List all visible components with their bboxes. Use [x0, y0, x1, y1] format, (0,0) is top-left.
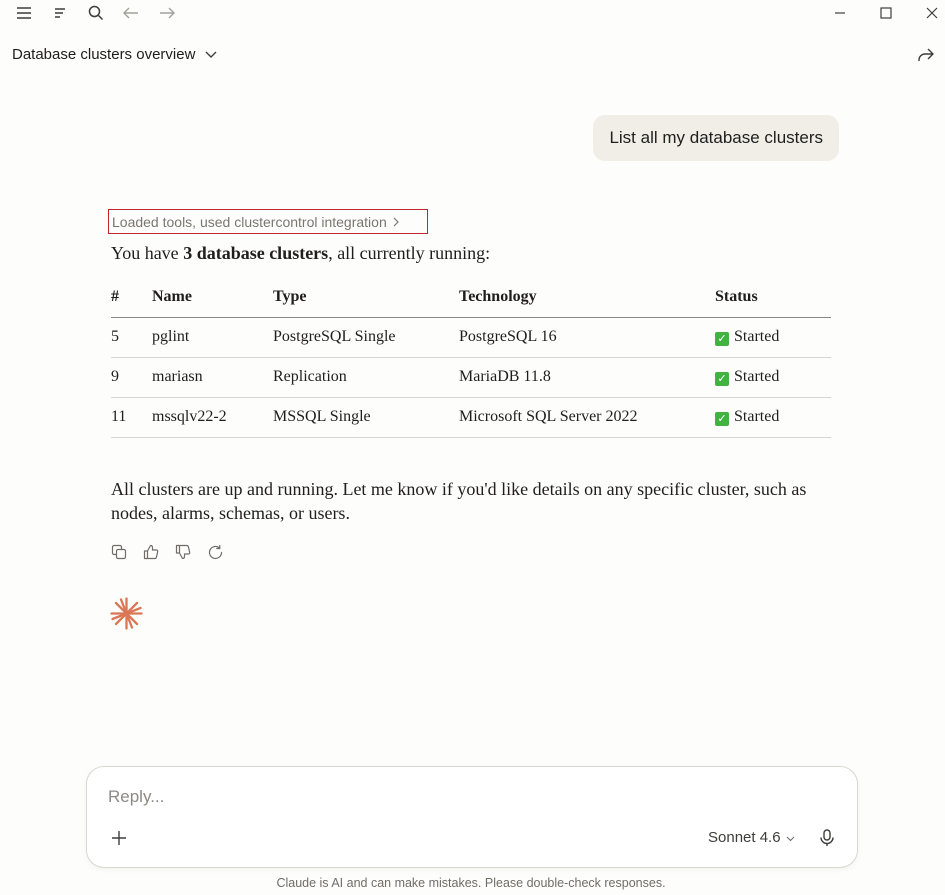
thumbs-down-icon[interactable] [174, 543, 192, 561]
share-icon[interactable] [915, 44, 937, 66]
cell-name: pglint [152, 317, 273, 357]
microphone-icon[interactable] [817, 827, 837, 849]
cell-status [715, 397, 831, 437]
intro-prefix: You have [111, 243, 184, 263]
window-titlebar [0, 0, 945, 27]
model-selector[interactable] [708, 829, 795, 846]
table-row [111, 397, 831, 437]
header-name: Name [152, 277, 273, 317]
tools-summary-toggle[interactable] [108, 209, 428, 234]
cell-name: mssqlv22-2 [152, 397, 273, 437]
header-number: # [111, 277, 152, 317]
back-arrow-icon[interactable] [120, 3, 142, 23]
header-technology: Technology [459, 277, 715, 317]
check-icon: ✓ [715, 412, 729, 426]
chevron-down-icon [786, 829, 795, 846]
cell-technology: PostgreSQL 16 [459, 317, 715, 357]
search-icon[interactable] [85, 3, 107, 23]
cell-number: 11 [111, 397, 152, 437]
check-icon: ✓ [715, 332, 729, 346]
cell-number: 5 [111, 317, 152, 357]
reply-input[interactable] [108, 787, 808, 807]
add-attachment-button[interactable] [109, 828, 129, 848]
cell-number: 9 [111, 357, 152, 397]
plus-icon [111, 830, 127, 846]
assistant-intro [111, 243, 490, 264]
cell-type: PostgreSQL Single [273, 317, 459, 357]
tools-summary-text: Loaded tools, used clustercontrol integration [112, 213, 387, 230]
table-row [111, 357, 831, 397]
check-icon: ✓ [715, 372, 729, 386]
close-icon[interactable] [921, 3, 943, 23]
conversation-title: Database clusters overview [12, 46, 196, 63]
thumbs-up-icon[interactable] [142, 543, 160, 561]
list-icon[interactable] [49, 3, 71, 23]
model-name: Sonnet 4.6 [708, 829, 781, 846]
status-text: Started [734, 328, 780, 345]
cell-status [715, 317, 831, 357]
retry-icon[interactable] [206, 543, 224, 561]
minimize-icon[interactable] [829, 3, 851, 23]
cell-technology: Microsoft SQL Server 2022 [459, 397, 715, 437]
status-text: Started [734, 408, 780, 425]
cell-type: Replication [273, 357, 459, 397]
intro-suffix: , all currently running: [328, 243, 491, 263]
copy-icon[interactable] [110, 543, 128, 561]
chevron-down-icon [205, 46, 217, 63]
claude-spark-icon [110, 597, 143, 630]
maximize-icon[interactable] [875, 3, 897, 23]
cell-type: MSSQL Single [273, 397, 459, 437]
header-status: Status [715, 277, 831, 317]
conversation-header [0, 36, 945, 72]
conversation-title-dropdown[interactable] [12, 46, 217, 63]
assistant-closing: All clusters are up and running. Let me know if you'd like details on any specific cluster, such as nodes, alarms, schemas, or users. [111, 479, 807, 523]
reply-composer [86, 766, 858, 868]
cell-technology: MariaDB 11.8 [459, 357, 715, 397]
clusters-table [111, 277, 831, 438]
forward-arrow-icon[interactable] [156, 3, 178, 23]
disclaimer-text: Claude is AI and can make mistakes. Please double-check responses. [276, 876, 666, 890]
header-type: Type [273, 277, 459, 317]
table-row [111, 317, 831, 357]
cell-name: mariasn [152, 357, 273, 397]
status-text: Started [734, 368, 780, 385]
table-header-row [111, 277, 831, 317]
message-actions [110, 543, 224, 561]
menu-icon[interactable] [13, 3, 35, 23]
cell-status [715, 357, 831, 397]
chevron-right-icon [393, 211, 399, 233]
user-message: List all my database clusters [593, 115, 839, 161]
intro-bold: 3 database clusters [183, 243, 329, 263]
